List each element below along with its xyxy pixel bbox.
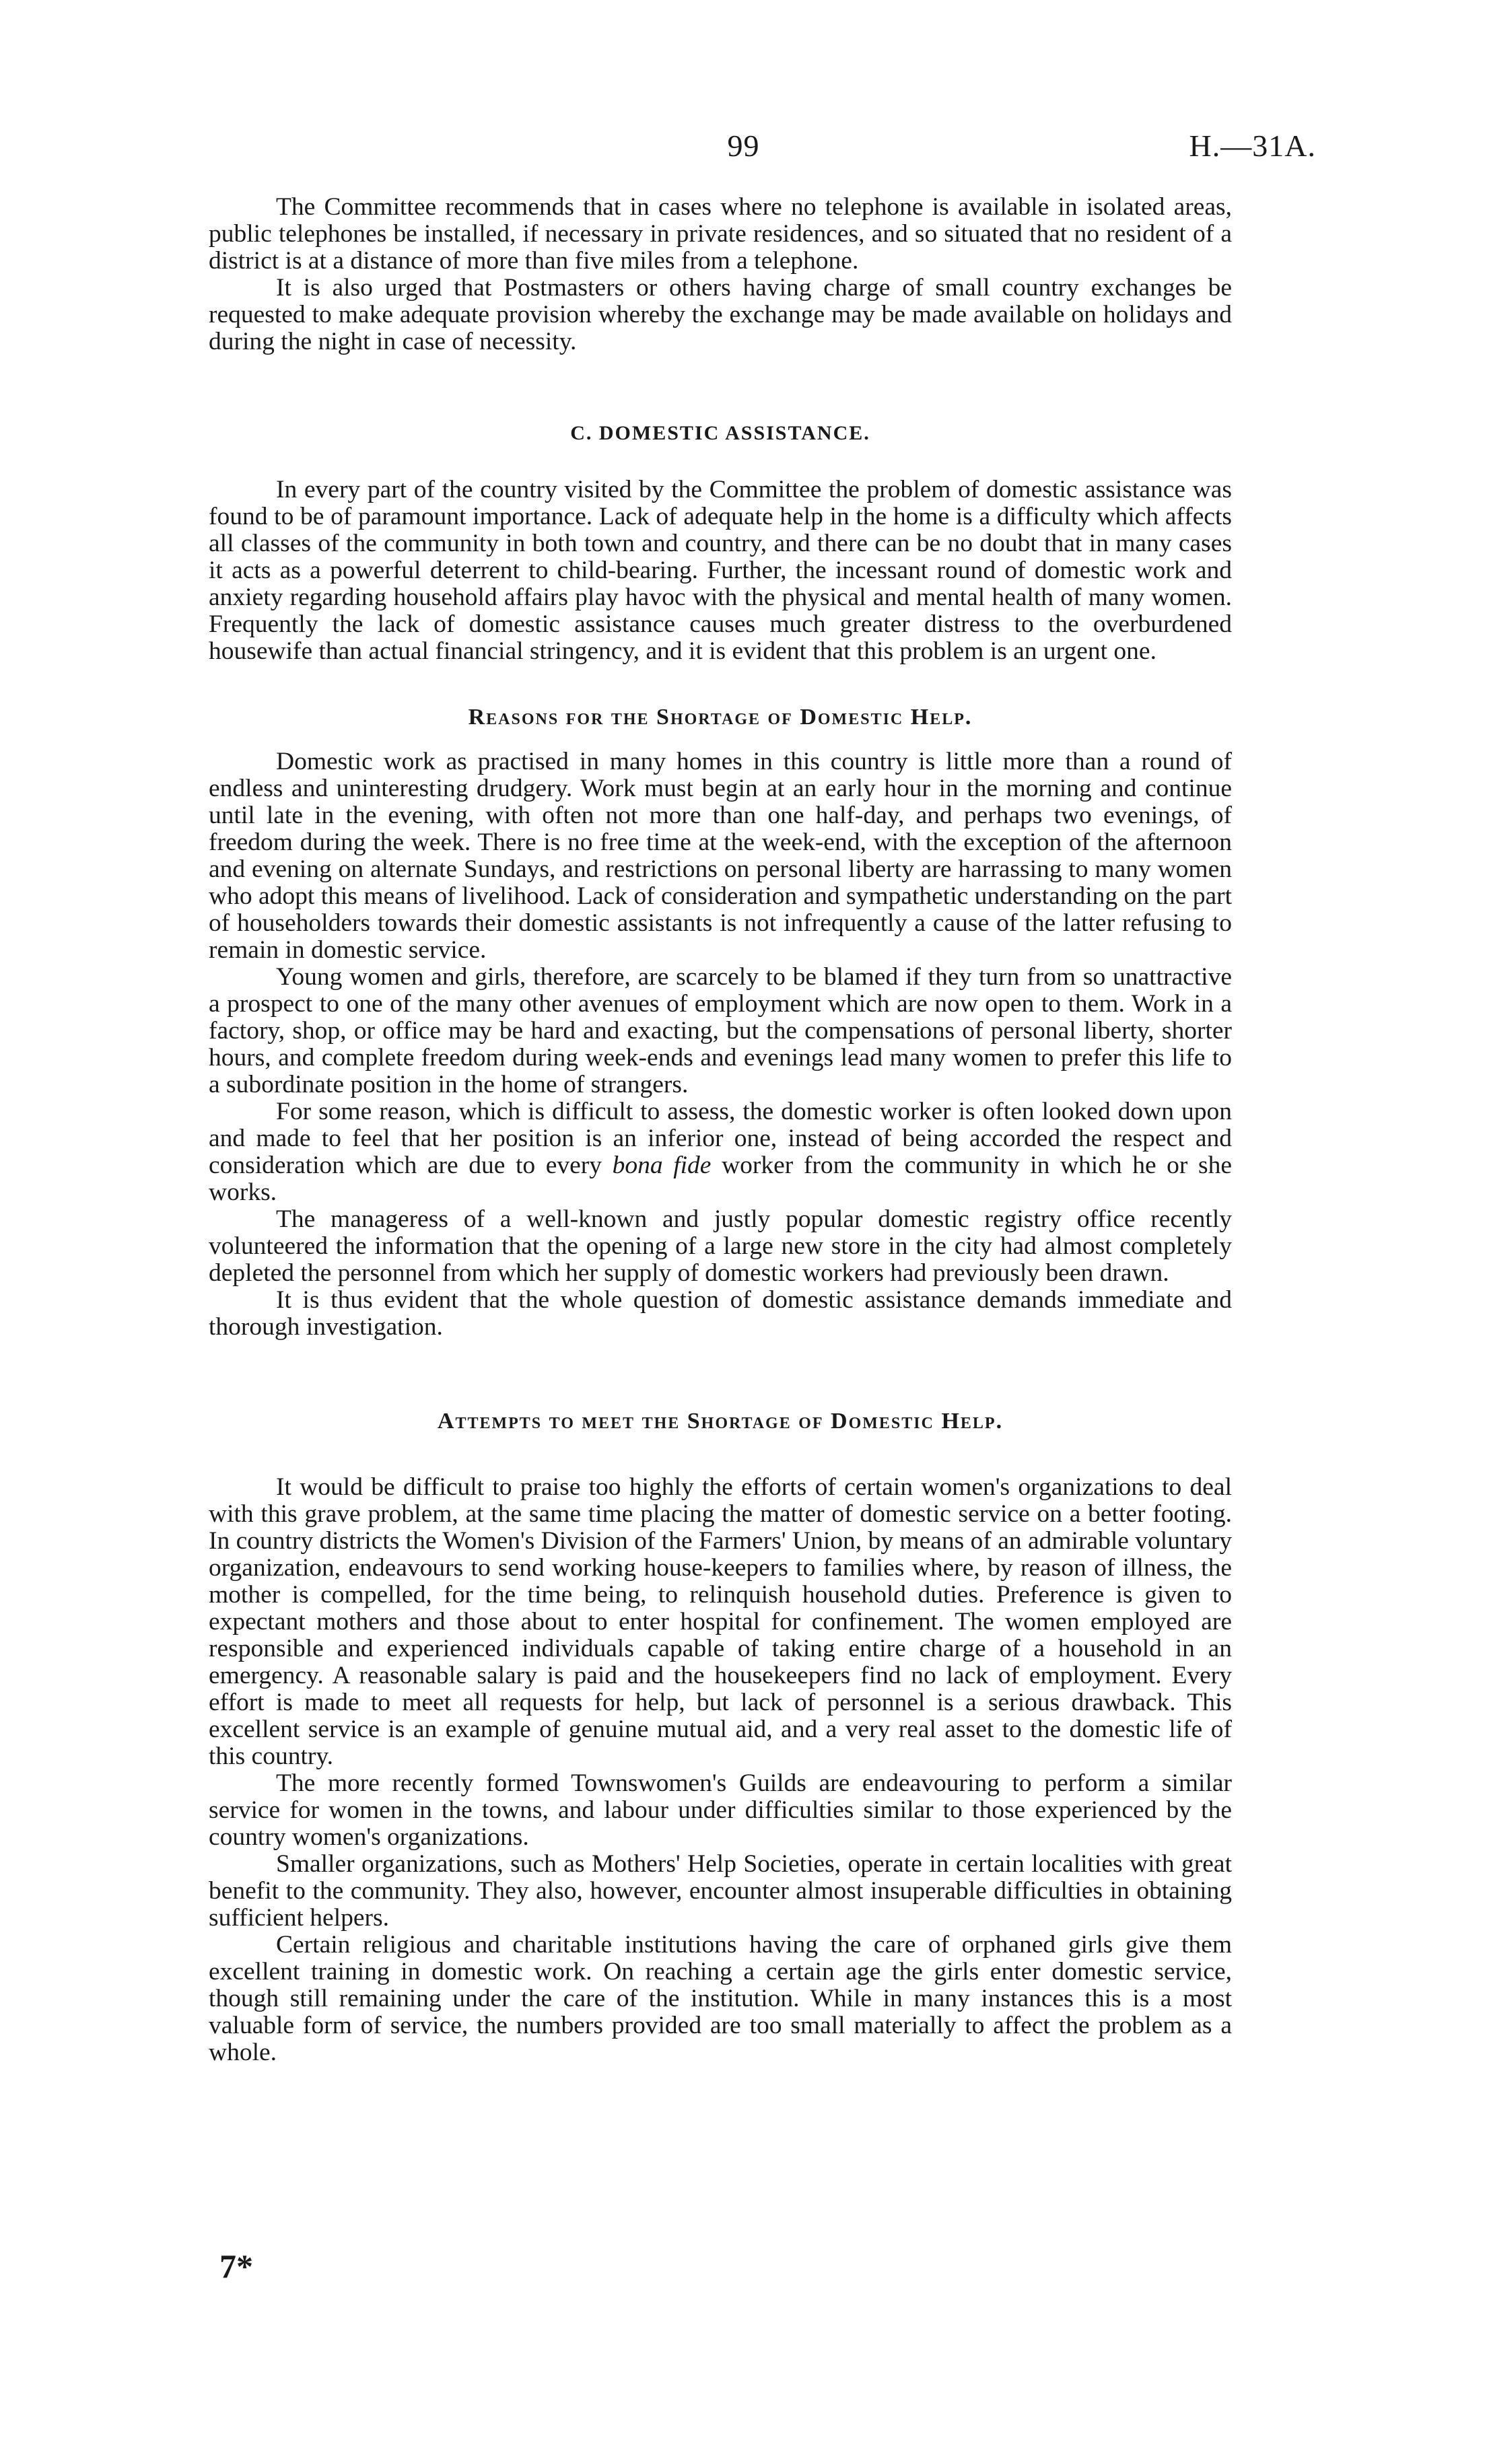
- subheading-attempts: Attempts to meet the Shortage of Domestic Help.: [437, 1409, 1004, 1434]
- reasons-paragraph-3-start: For some reason, which is difficult to assess, the domestic worker is often looked down upon and made to feel that her position is an inferior one, instead of being accorded the respect and consideration which are due to every: [209, 1098, 1232, 1179]
- reasons-paragraph-1: Domestic work as practised in many homes in this country is little more than a round of endless and uninteresting drudgery. Work must begin at an early hour in the morning and continue until late in the evening, with often not more than one half-day, and perhaps two evenings, of freedom during the week. There is no free time at the week-end, with the exception of the afternoon and evening on alternate Sundays, and restrictions on personal liberty are harrassing to many women who adopt this means of livelihood. Lack of consideration and sympathetic understanding on the part of householders towards their domestic assistants is not infrequently a cause of the latter refusing to remain in domestic service.: [209, 748, 1232, 964]
- reasons-paragraph-4: The manageress of a well-known and justly popular domestic registry office recently volunteered the information that the opening of a large new store in the city had almost completely depleted the personnel from which her supply of domestic workers had previously been drawn.: [209, 1205, 1232, 1287]
- intro-paragraph-2: It is also urged that Postmasters or others having charge of small country exchanges be requested to make adequate provision whereby the exchange may be made available on holidays and during the night in case of necessity.: [209, 274, 1232, 355]
- intro-paragraph-1: The Committee recommends that in cases where no telephone is available in isolated areas, public telephones be installed, if necessary in private residences, and so situated that no resident of a district is at a distance of more than five miles from a telephone.: [209, 193, 1232, 275]
- subheading-reasons: Reasons for the Shortage of Domestic Help.: [468, 705, 973, 730]
- attempts-paragraph-4: Certain religious and charitable institutions having the care of orphaned girls give them excellent training in domestic work. On reaching a certain age the girls enter domestic service, though still remaining under the care of the institution. While in many instances this is a most valuable form of service, the numbers provided are too small materially to affect the problem as a whole.: [209, 1931, 1232, 2066]
- reasons-paragraph-3-italic: bona fide: [612, 1152, 712, 1179]
- document-reference: H.—31A.: [1189, 129, 1316, 163]
- attempts-paragraph-1: It would be difficult to praise too highly the efforts of certain women's organizations to deal with this grave problem, at the same time placing the matter of domestic service on a better footing. In country districts the Women's Division of the Farmers' Union, by means of an admirable voluntary organization, endeavours to send working house-keepers to families where, by reason of illness, the mother is compelled, for the time being, to relinquish household duties. Preference is given to expectant mothers and those about to enter hospital for confinement. The women employed are responsible and experienced individuals capable of taking entire charge of a household in an emergency. A reasonable salary is paid and the housekeepers find no lack of employment. Every effort is made to meet all requests for help, but lack of personnel is a serious drawback. This excellent service is an example of genuine mutual aid, and a very real asset to the domestic life of this country.: [209, 1473, 1232, 1770]
- section-heading-domestic-assistance: C. DOMESTIC ASSISTANCE.: [570, 422, 870, 444]
- signature-mark: 7*: [219, 2247, 253, 2285]
- reasons-paragraph-5: It is thus evident that the whole question of domestic assistance demands immediate and thorough investigation.: [209, 1286, 1232, 1341]
- domestic-assistance-paragraph: In every part of the country visited by the Committee the problem of domestic assistance was found to be of paramount importance. Lack of adequate help in the home is a difficulty which affects all classes of the community in both town and country, and there can be no doubt that in many cases it acts as a powerful deterrent to child-bearing. Further, the incessant round of domestic work and anxiety regarding household affairs play havoc with the physical and mental health of many women. Frequently the lack of domestic assistance causes much greater distress to the overburdened housewife than actual financial stringency, and it is evident that this problem is an urgent one.: [209, 476, 1232, 665]
- reasons-paragraph-3-end: worker from the community in which he or she works.: [209, 1152, 1233, 1206]
- document-body: [209, 194, 1232, 2066]
- attempts-paragraph-3: Smaller organizations, such as Mothers' Help Societies, operate in certain localities with great benefit to the community. They also, however, encounter almost insuperable difficulties in obtaining sufficient helpers.: [209, 1850, 1232, 1932]
- reasons-paragraph-3: [209, 1098, 1232, 1206]
- reasons-paragraph-2: Young women and girls, therefore, are scarcely to be blamed if they turn from so unattractive a prospect to one of the many other avenues of employment which are now open to them. Work in a factory, shop, or office may be hard and exacting, but the compensations of personal liberty, shorter hours, and complete freedom during week-ends and evenings lead many women to prefer this life to a subordinate position in the home of strangers.: [209, 963, 1232, 1098]
- page-number: 99: [727, 129, 760, 163]
- attempts-paragraph-2: The more recently formed Townswomen's Guilds are endeavouring to perform a similar service for women in the towns, and labour under difficulties similar to those experienced by the country women's organizations.: [209, 1769, 1232, 1851]
